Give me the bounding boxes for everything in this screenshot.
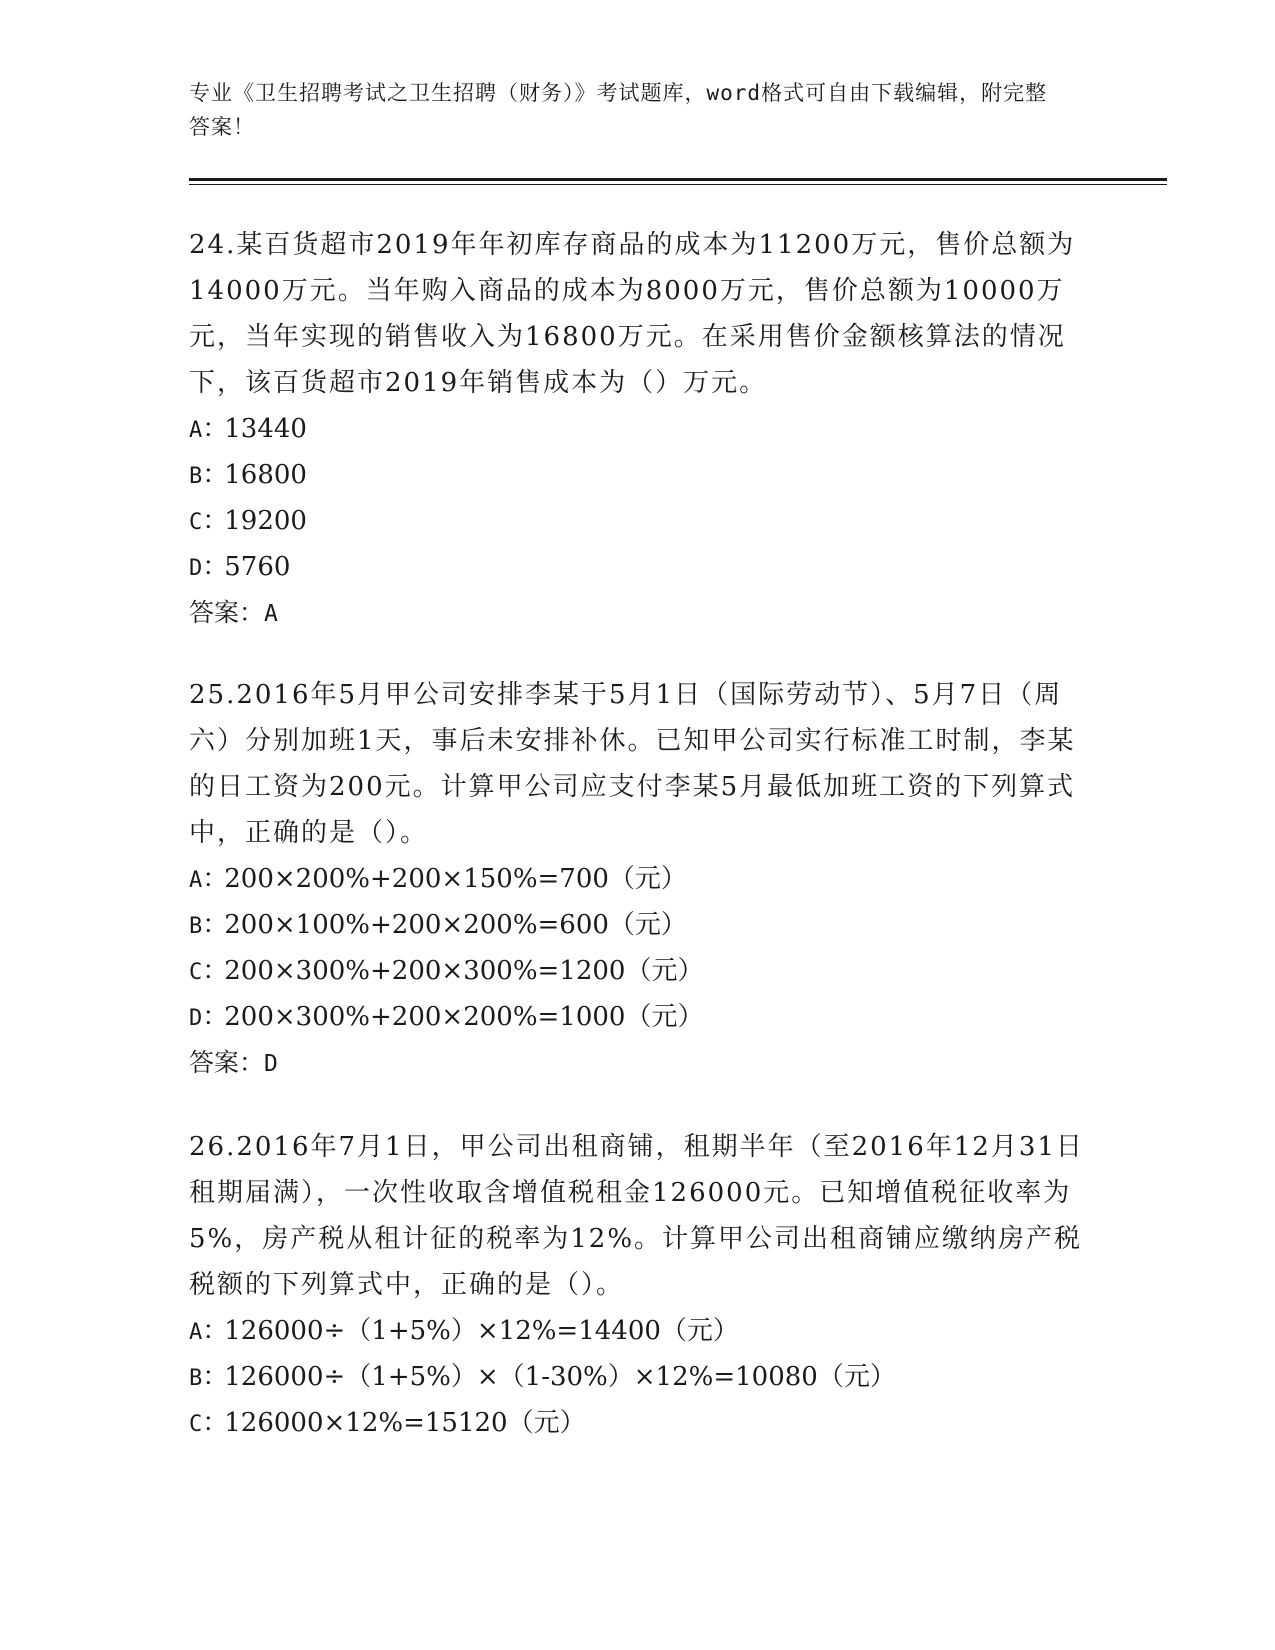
option-colon: ：	[202, 956, 229, 986]
option-letter: A	[189, 868, 203, 893]
answer-value: D	[264, 1051, 278, 1077]
answer-label: 答案：	[189, 598, 265, 627]
option-letter: C	[189, 510, 203, 535]
option-c[interactable]	[189, 948, 1089, 994]
header-rule-thick	[189, 178, 1167, 181]
option-text: 19200	[224, 506, 307, 536]
question-stem: 24.某百货超市2019年年初库存商品的成本为11200万元，售价总额为14000万元。当年购入商品的成本为8000万元，售价总额为10000万元，当年实现的销售收入为16800万元。在采用售价金额核算法的情况下，该百货超市2019年销售成本为（）万元。	[189, 230, 1076, 398]
option-a[interactable]	[189, 406, 1089, 452]
option-colon: ：	[202, 1362, 229, 1392]
option-list	[189, 1308, 1089, 1446]
option-a[interactable]	[189, 1308, 1089, 1354]
option-letter: D	[189, 556, 203, 581]
option-colon: ：	[202, 552, 229, 582]
option-text: 126000×12%=15120（元）	[224, 1408, 586, 1438]
option-colon: ：	[202, 1316, 229, 1346]
question-25	[189, 672, 1089, 1086]
option-text: 200×200%+200×150%=700（元）	[224, 864, 687, 894]
option-text: 126000÷（1+5%）×12%=14400（元）	[224, 1316, 739, 1346]
option-letter: B	[189, 464, 203, 489]
option-letter: C	[189, 1412, 203, 1437]
question-stem: 26.2016年7月1日，甲公司出租商铺，租期半年（至2016年12月31日租期届满），一次性收取含增值税租金126000元。已知增值税征收率为5%，房产税从租计征的税率为12%。计算甲公司出租商铺应缴纳房产税税额的下列算式中，正确的是（）。	[189, 1132, 1084, 1300]
option-b[interactable]	[189, 1354, 1089, 1400]
option-text: 126000÷（1+5%）×（1-30%）×12%=10080（元）	[224, 1362, 896, 1392]
option-colon: ：	[202, 910, 229, 940]
option-b[interactable]	[189, 902, 1089, 948]
answer-line	[189, 590, 1089, 636]
option-colon: ：	[202, 506, 229, 536]
option-a[interactable]	[189, 856, 1089, 902]
option-text: 200×100%+200×200%=600（元）	[224, 910, 687, 940]
option-text: 200×300%+200×200%=1000（元）	[224, 1002, 704, 1032]
answer-line	[189, 1040, 1089, 1086]
option-text: 5760	[224, 552, 291, 582]
answer-value: A	[264, 601, 278, 627]
option-list	[189, 406, 1089, 590]
option-letter: B	[189, 914, 203, 939]
option-letter: B	[189, 1366, 203, 1391]
question-stem: 25.2016年5月甲公司安排李某于5月1日（国际劳动节）、5月7日（周六）分别加班1天，事后未安排补休。已知甲公司实行标准工时制，李某的日工资为200元。计算甲公司应支付李某5月最低加班工资的下列算式中，正确的是（）。	[189, 680, 1076, 848]
option-text: 13440	[224, 414, 307, 444]
option-letter: C	[189, 960, 203, 985]
option-c[interactable]	[189, 1400, 1089, 1446]
header-rule-thin	[189, 184, 1167, 185]
answer-label: 答案：	[189, 1048, 265, 1077]
option-colon: ：	[202, 414, 229, 444]
option-d[interactable]	[189, 544, 1089, 590]
option-list	[189, 856, 1089, 1040]
option-text: 16800	[224, 460, 307, 490]
option-colon: ：	[202, 1408, 229, 1438]
option-letter: A	[189, 418, 203, 443]
option-letter: A	[189, 1320, 203, 1345]
question-24	[189, 222, 1089, 636]
option-colon: ：	[202, 1002, 229, 1032]
document-header: 专业《卫生招聘考试之卫生招聘（财务）》考试题库，word格式可自由下载编辑，附完整答案！	[189, 81, 1048, 139]
option-colon: ：	[202, 460, 229, 490]
question-26	[189, 1124, 1089, 1446]
option-letter: D	[189, 1006, 203, 1031]
option-c[interactable]	[189, 498, 1089, 544]
option-colon: ：	[202, 864, 229, 894]
option-b[interactable]	[189, 452, 1089, 498]
option-text: 200×300%+200×300%=1200（元）	[224, 956, 704, 986]
option-d[interactable]	[189, 994, 1089, 1040]
